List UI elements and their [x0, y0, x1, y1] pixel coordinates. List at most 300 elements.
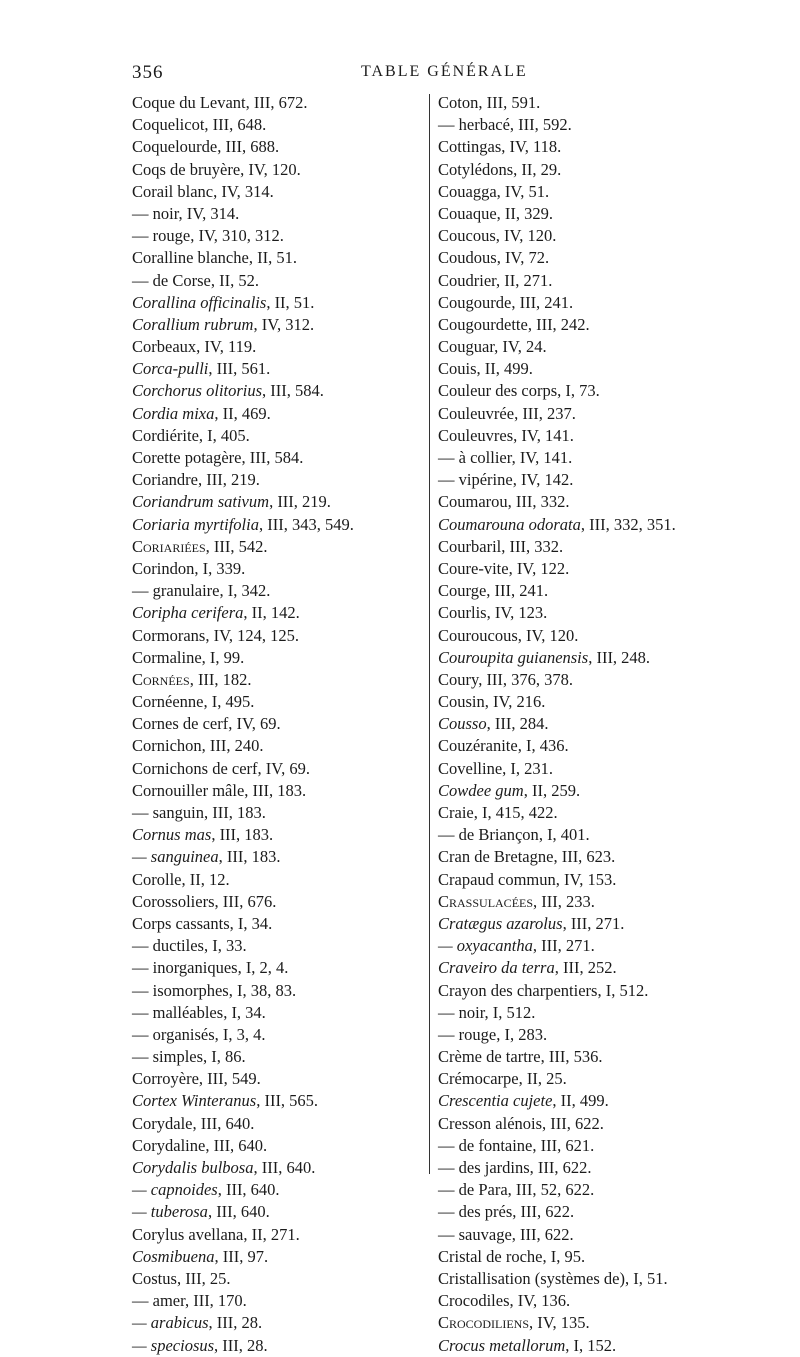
entry-reference: , II, 469. [214, 403, 271, 423]
entry-reference: , I, 95. [542, 1246, 586, 1266]
index-entry [132, 536, 428, 558]
entry-reference: , I, 512. [484, 1002, 536, 1022]
entry-reference: , III, 621. [532, 1135, 595, 1155]
entry-term: Cornichons de cerf [132, 758, 258, 778]
entry-term: Cornéenne [132, 692, 204, 712]
index-entry [132, 913, 428, 935]
entry-reference: , II, 499. [552, 1091, 609, 1111]
entry-term: — granulaire [132, 581, 220, 601]
entry-reference: , III, 241. [486, 581, 549, 601]
index-entry [132, 891, 428, 913]
entry-reference: , IV, 69. [228, 714, 281, 734]
entry-term: Couguar [438, 337, 495, 357]
index-entry [132, 780, 428, 802]
entry-reference: , II, 271. [496, 270, 553, 290]
entry-term: Corydale [132, 1113, 193, 1133]
entry-reference: , III, 170. [184, 1291, 247, 1311]
entry-reference: , II, 271. [243, 1224, 300, 1244]
index-entry [438, 1002, 718, 1024]
index-entry [132, 1002, 428, 1024]
entry-term: Couagga [438, 181, 497, 201]
entry-term: — sanguin [132, 803, 204, 822]
entry-reference: , IV, 123. [486, 603, 548, 623]
entry-term: Couleuvres [438, 425, 514, 445]
index-entry [132, 203, 428, 225]
entry-term: Cormorans [132, 625, 206, 645]
entry-term: Craie [438, 803, 474, 822]
entry-term: — oxyacantha [438, 936, 533, 956]
entry-reference: , III, 183. [244, 780, 307, 800]
entry-reference: , I, 436. [517, 736, 569, 756]
entry-term: Cornouiller mâle [132, 780, 245, 800]
index-entry [132, 1113, 428, 1135]
entry-reference: , II, 259. [523, 780, 581, 800]
page-number: 356 [132, 62, 164, 83]
entry-reference: , II, 329. [496, 203, 554, 223]
entry-term: — ductiles [132, 936, 204, 956]
entry-term: — à collier [438, 448, 512, 467]
entry-reference: , I, 401. [538, 825, 590, 845]
index-entry [132, 1135, 428, 1157]
entry-term: Cottingas [438, 137, 502, 157]
entry-term: Couis [438, 359, 477, 379]
entry-reference: , IV, 314. [178, 203, 240, 223]
index-entry [438, 292, 718, 314]
index-entry [438, 380, 718, 402]
index-entry [132, 846, 428, 868]
entry-term: — vipérine [438, 470, 513, 490]
entry-term: Couleuvrée [438, 403, 515, 423]
entry-term: — arabicus [132, 1313, 209, 1333]
index-entry [132, 625, 428, 647]
index-entry [132, 314, 428, 336]
entry-reference: , III, 640. [192, 1113, 255, 1133]
entry-term: Coure-vite [438, 558, 509, 578]
index-entry [132, 1268, 428, 1290]
index-column-right [438, 92, 718, 1357]
entry-term: Cougourdette [438, 314, 528, 334]
index-entry [438, 447, 718, 469]
entry-reference: , III, 28. [214, 1335, 268, 1355]
entry-term: Coriaria myrtifolia [132, 514, 259, 534]
entry-term: Costus [132, 1268, 177, 1288]
entry-term: Cresson alénois [438, 1113, 543, 1133]
index-entry [132, 1201, 428, 1223]
index-entry [438, 1290, 718, 1312]
entry-reference: , IV, 120. [495, 226, 557, 246]
entry-reference: , I, 34. [223, 1002, 266, 1022]
entry-reference: , III, 182. [189, 669, 252, 689]
entry-term: Corindon [132, 558, 195, 578]
index-entry [438, 558, 718, 580]
entry-reference: , I, 283. [496, 1024, 548, 1044]
entry-reference: , IV, 120. [240, 159, 301, 179]
entry-reference: , III, 248. [588, 647, 651, 667]
index-entry [132, 1068, 428, 1090]
entry-term: Crapaud commun [438, 869, 556, 889]
entry-reference: , III, 97. [214, 1246, 269, 1266]
entry-term: Crème de tartre [438, 1047, 541, 1067]
entry-reference: , I, 415, 422. [473, 803, 558, 822]
entry-term: — des jardins [438, 1158, 530, 1177]
entry-term: Coriariées [132, 536, 206, 556]
entry-term: — des prés [438, 1202, 513, 1222]
index-entry [438, 1024, 718, 1046]
entry-reference: , III, 219. [269, 492, 331, 512]
entry-term: Cordia mixa [132, 403, 215, 423]
entry-term: Corroyère [132, 1069, 199, 1089]
index-entry [132, 425, 428, 447]
entry-term: Corps cassants [132, 913, 230, 933]
index-entry [132, 580, 428, 602]
entry-reference: , III, 332. [507, 492, 570, 512]
entry-term: — de Corse [132, 270, 211, 290]
entry-reference: , III, 622. [529, 1158, 592, 1177]
entry-term: — herbacé [438, 115, 510, 135]
entry-reference: , IV, 216. [484, 692, 546, 712]
index-entry [132, 735, 428, 757]
entry-reference: , I, 495. [203, 692, 255, 712]
column-divider [429, 94, 430, 1174]
entry-term: — sanguinea [132, 847, 219, 867]
entry-reference: , III, 640. [205, 1135, 268, 1155]
index-entry [438, 514, 718, 536]
index-entry [132, 980, 428, 1002]
entry-term: Cratægus azarolus [438, 913, 563, 933]
entry-reference: , III, 183. [203, 803, 266, 822]
entry-term: Corbeaux [132, 337, 197, 357]
entry-reference: , II, 12. [181, 869, 230, 889]
entry-reference: , I, 231. [502, 758, 554, 778]
index-entry [438, 92, 718, 114]
index-entry [438, 713, 718, 735]
index-entry [132, 447, 428, 469]
entry-reference: , III, 584. [262, 381, 324, 401]
index-entry [438, 536, 718, 558]
index-entry [438, 203, 718, 225]
running-head: TABLE GÉNÉRALE [361, 63, 528, 80]
entry-term: Corallina officinalis [132, 292, 267, 312]
entry-reference: , I, 2, 4. [237, 958, 289, 978]
entry-term: Covelline [438, 758, 503, 778]
entry-reference: , III, 622. [511, 1224, 574, 1244]
entry-term: Cougourde [438, 292, 512, 312]
entry-reference: , III, 219. [197, 470, 260, 490]
entry-reference: , II, 29. [513, 159, 562, 179]
index-entry [132, 669, 428, 691]
index-entry [132, 136, 428, 158]
index-entry [132, 1157, 428, 1179]
entry-reference: , III, 183. [218, 847, 281, 867]
entry-reference: , III, 672. [245, 93, 308, 112]
index-entry [438, 780, 718, 802]
entry-term: Cormaline [132, 647, 202, 667]
index-entry [132, 358, 428, 380]
index-entry [438, 336, 718, 358]
index-entry [438, 1090, 718, 1112]
entry-term: Corydalis bulbosa [132, 1158, 254, 1177]
entry-reference: , I, 3, 4. [214, 1024, 266, 1044]
entry-reference: , IV, 141. [511, 448, 573, 467]
index-entry [438, 1135, 718, 1157]
index-entry [132, 159, 428, 181]
entry-reference: , III, 284. [486, 714, 549, 734]
entry-term: Cotylédons [438, 159, 514, 179]
index-entry [132, 824, 428, 846]
entry-term: Coudrier [438, 270, 496, 290]
index-entry [132, 935, 428, 957]
index-entry [132, 1046, 428, 1068]
entry-reference: , IV, 153. [555, 869, 617, 889]
entry-term: Cortex Winteranus [132, 1091, 257, 1111]
entry-reference: , III, 622. [542, 1113, 604, 1133]
entry-reference: , IV, 120. [517, 625, 579, 645]
entry-reference: , IV, 141. [513, 425, 574, 445]
entry-reference: , IV, 69. [257, 758, 310, 778]
entry-term: Crescentia cujete [438, 1091, 553, 1111]
entry-reference: , IV, 24. [494, 337, 547, 357]
index-entry [438, 913, 718, 935]
entry-term: Cornées [132, 669, 190, 689]
entry-reference: , IV, 312. [253, 314, 315, 334]
entry-term: Coumarou [438, 492, 508, 512]
index-entry [438, 225, 718, 247]
entry-term: Coqs de bruyère [132, 159, 241, 179]
entry-reference: , III, 640. [217, 1180, 280, 1200]
index-entry [438, 469, 718, 491]
index-entry [438, 270, 718, 292]
index-entry [438, 181, 718, 203]
entry-term: Coquelicot [132, 115, 205, 135]
entry-term: Cristallisation (systèmes de) [438, 1268, 625, 1288]
entry-term: Couroucous [438, 625, 518, 645]
entry-term: Cornus mas [132, 825, 212, 845]
entry-term: Coralline blanche [132, 248, 249, 268]
entry-term: Craveiro da terra [438, 958, 555, 978]
entry-term: Coudous [438, 248, 497, 268]
entry-term: Cosmibuena [132, 1246, 215, 1266]
entry-reference: , III, 640. [253, 1158, 316, 1177]
entry-term: Corossoliers [132, 891, 215, 911]
index-entry [438, 580, 718, 602]
entry-reference: , I, 86. [203, 1047, 246, 1067]
entry-term: Crocodiles [438, 1291, 510, 1311]
entry-reference: , III, 233. [533, 891, 595, 911]
entry-reference: , III, 332. [501, 536, 564, 556]
entry-term: Coriandrum sativum [132, 492, 270, 512]
entry-reference: , III, 271. [562, 913, 625, 933]
entry-term: — rouge [438, 1024, 497, 1044]
entry-reference: , I, 342. [219, 581, 271, 601]
index-entry [438, 1113, 718, 1135]
index-entry [438, 403, 718, 425]
entry-term: Corail blanc [132, 181, 214, 201]
index-entry [438, 1246, 718, 1268]
entry-term: Cran de Bretagne [438, 847, 554, 867]
entry-term: Corette potagère [132, 448, 242, 467]
index-column-left [132, 92, 428, 1357]
entry-reference: , III, 592. [509, 115, 572, 135]
index-entry [438, 602, 718, 624]
entry-reference: , III, 549. [198, 1069, 261, 1089]
index-entry [132, 181, 428, 203]
entry-term: — de Para [438, 1180, 508, 1200]
entry-term: Corca-pulli [132, 359, 209, 379]
entry-term: Corchorus olitorius [132, 381, 263, 401]
index-entry [132, 292, 428, 314]
entry-term: Cowdee gum [438, 780, 524, 800]
index-entry [132, 1335, 428, 1357]
index-entry [132, 270, 428, 292]
index-entry [438, 1179, 718, 1201]
index-entry [132, 1312, 428, 1334]
entry-term: Couroupita guianensis [438, 647, 589, 667]
entry-term: — amer [132, 1291, 185, 1311]
index-entry [438, 647, 718, 669]
entry-term: Coton [438, 93, 479, 112]
entry-reference: , III, 183. [211, 825, 274, 845]
index-entry [132, 647, 428, 669]
entry-reference: , III, 688. [217, 137, 280, 157]
index-entry [132, 869, 428, 891]
index-entry [132, 1290, 428, 1312]
entry-reference: , III, 640. [207, 1202, 270, 1222]
entry-reference: , III, 28. [208, 1313, 263, 1333]
index-entry [132, 1024, 428, 1046]
entry-reference: , III, 676. [214, 891, 277, 911]
entry-term: — inorganiques [132, 958, 238, 978]
index-entry [438, 735, 718, 757]
entry-reference: , III, 332, 351. [580, 514, 676, 534]
index-entry [438, 846, 718, 868]
entry-term: — sauvage [438, 1224, 512, 1244]
entry-reference: , II, 51. [248, 248, 297, 268]
index-entry [132, 336, 428, 358]
index-entry [438, 1201, 718, 1223]
entry-reference: , IV, 51. [496, 181, 550, 201]
index-entry [438, 314, 718, 336]
index-entry [132, 602, 428, 624]
index-entry [132, 691, 428, 713]
index-entry [438, 136, 718, 158]
entry-reference: , II, 52. [210, 270, 259, 290]
entry-reference: , III, 376, 378. [478, 669, 574, 689]
entry-term: Cornes de cerf [132, 714, 229, 734]
index-entry [132, 491, 428, 513]
index-entry [438, 935, 718, 957]
entry-reference: , I, 34. [229, 913, 273, 933]
entry-term: Coque du Levant [132, 93, 246, 112]
entry-term: Courbaril [438, 536, 502, 556]
entry-term: Corylus avellana [132, 1224, 244, 1244]
index-entry [438, 1157, 718, 1179]
index-entry [132, 1090, 428, 1112]
index-entry [438, 691, 718, 713]
entry-term: Cousin [438, 692, 485, 712]
entry-reference: , I, 38, 83. [228, 980, 297, 1000]
entry-term: Corolle [132, 869, 182, 889]
entry-reference: , III, 584. [241, 448, 304, 467]
entry-term: — isomorphes [132, 980, 229, 1000]
entry-term: Corallium rubrum [132, 314, 254, 334]
entry-reference: , III, 536. [540, 1047, 603, 1067]
entry-term: Courge [438, 581, 487, 601]
index-entry [132, 469, 428, 491]
entry-reference: , IV, 72. [496, 248, 550, 268]
index-entry [438, 1335, 718, 1357]
entry-term: Cristal de roche [438, 1246, 543, 1266]
entry-reference: , III, 622. [512, 1202, 575, 1222]
entry-reference: , III, 241. [511, 292, 574, 312]
entry-reference: , III, 237. [514, 403, 576, 423]
entry-reference: , III, 252. [554, 958, 617, 978]
entry-term: — tuberosa [132, 1202, 208, 1222]
index-entry [132, 247, 428, 269]
index-entry [132, 1179, 428, 1201]
index-entry [438, 625, 718, 647]
index-entry [438, 1268, 718, 1290]
entry-reference: , III, 52, 622. [507, 1180, 595, 1200]
entry-reference: , IV, 122. [508, 558, 570, 578]
index-entry [132, 225, 428, 247]
entry-reference: , III, 271. [532, 936, 595, 956]
index-entry [132, 514, 428, 536]
entry-term: — de fontaine [438, 1135, 533, 1155]
index-entry [438, 980, 718, 1002]
index-entry [438, 891, 718, 913]
entry-reference: , III, 623. [553, 847, 616, 867]
index-entry [438, 1046, 718, 1068]
entry-term: Coucous [438, 226, 496, 246]
entry-reference: , I, 51. [624, 1268, 668, 1288]
index-entry [438, 247, 718, 269]
index-entry [438, 758, 718, 780]
entry-term: Coury [438, 669, 479, 689]
index-entry [132, 403, 428, 425]
entry-reference: , III, 648. [204, 115, 267, 135]
index-entry [132, 957, 428, 979]
entry-term: Coumarouna odorata [438, 514, 581, 534]
index-entry [438, 802, 718, 824]
entry-reference: , II, 142. [243, 603, 300, 623]
entry-reference: , IV, 142. [512, 470, 574, 490]
index-entry [438, 159, 718, 181]
entry-term: Corydaline [132, 1135, 206, 1155]
entry-reference: , I, 99. [201, 647, 245, 667]
entry-reference: , I, 512. [597, 980, 649, 1000]
entry-term: Couleur des corps [438, 381, 558, 401]
entry-reference: , I, 33. [203, 936, 247, 956]
entry-reference: , II, 499. [476, 359, 533, 379]
index-entry [132, 758, 428, 780]
entry-reference: , III, 242. [527, 314, 590, 334]
index-entry [438, 491, 718, 513]
index-entry [438, 957, 718, 979]
index-entry [438, 425, 718, 447]
index-entry [438, 824, 718, 846]
entry-term: Cornichon [132, 736, 202, 756]
index-entry [438, 114, 718, 136]
entry-reference: , II, 51. [266, 292, 315, 312]
entry-term: Courlis [438, 603, 487, 623]
entry-reference: , III, 565. [256, 1091, 319, 1111]
index-entry [438, 358, 718, 380]
entry-term: — malléables [132, 1002, 224, 1022]
index-entry [438, 669, 718, 691]
entry-reference: , III, 542. [205, 536, 268, 556]
entry-term: — capnoides [132, 1180, 218, 1200]
entry-term: Couzéranite [438, 736, 518, 756]
